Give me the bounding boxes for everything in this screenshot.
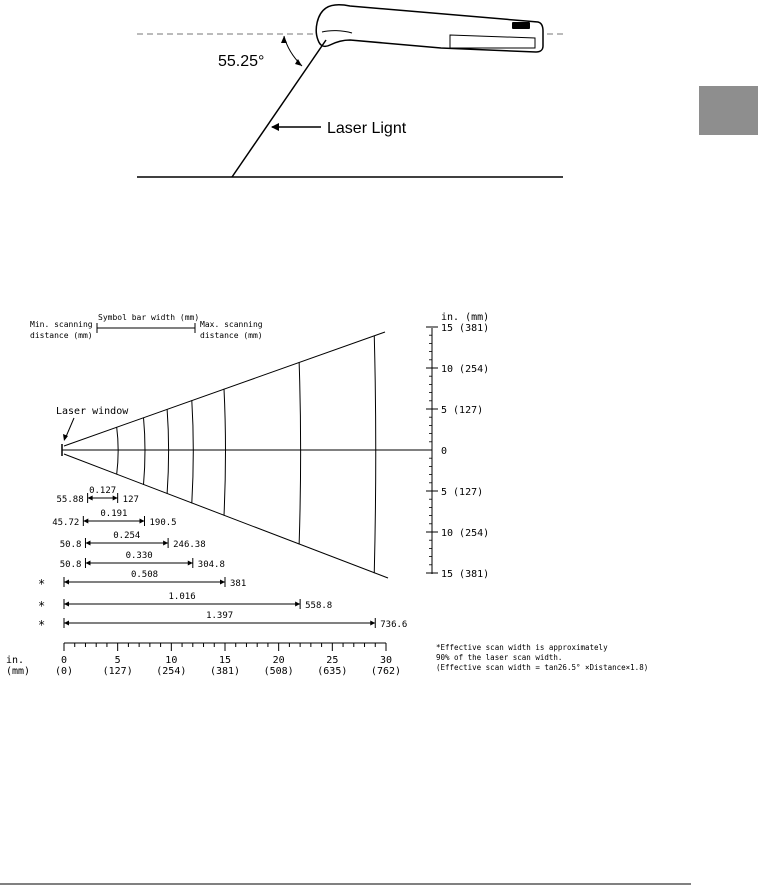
min-scanning-label-line1: Min. scanning [30, 320, 93, 329]
bottom-axis-tick-mm: (127) [102, 666, 133, 677]
range-max-label: 381 [229, 579, 247, 589]
max-scanning-label-line1: Max. scanning [200, 320, 263, 329]
range-max-arrow [163, 541, 168, 546]
bottom-axis-tick-in: 5 [114, 655, 121, 666]
bottom-axis-tick-mm: (254) [156, 666, 187, 677]
range-max-arrow [113, 496, 118, 501]
range-min-label: 45.72 [52, 518, 80, 528]
range-min-label: 50.8 [59, 540, 82, 550]
bottom-axis-tick-mm: (0) [54, 666, 74, 677]
range-bar-width-label: 0.254 [113, 531, 141, 541]
bottom-axis-tick-mm: (762) [370, 666, 402, 677]
range-bar-width-label: 0.191 [100, 509, 128, 519]
cone-arc-2 [167, 409, 169, 494]
range-max-arrow [370, 621, 375, 626]
max-scanning-label-line2: distance (mm) [200, 331, 263, 340]
range-bar-width-label: 1.397 [206, 611, 234, 621]
range-min-arrow [85, 541, 90, 546]
range-bar-width-label: 0.127 [89, 486, 117, 496]
bottom-axis-tick-in: 0 [60, 655, 68, 666]
range-asterisk: * [38, 599, 46, 613]
right-axis-tick-label: 10 (254) [441, 364, 490, 375]
range-max-arrow [220, 580, 225, 585]
right-axis-tick-label: 5 (127) [441, 405, 484, 416]
range-bar-width-label: 0.330 [125, 551, 153, 561]
cone-arc-0 [117, 427, 119, 475]
range-asterisk: * [38, 577, 46, 591]
range-min-arrow [83, 519, 88, 524]
range-max-label: 736.6 [380, 620, 408, 630]
bottom-axis-tick-mm: (635) [317, 666, 348, 677]
range-max-label: 127 [122, 495, 139, 505]
bottom-axis-tick-in: 10 [165, 655, 178, 666]
scan-range-diagram [6, 312, 648, 677]
angle-label: 55.25° [218, 53, 265, 70]
range-min-arrow [64, 580, 69, 585]
cone-arc-1 [143, 417, 145, 484]
range-max-arrow [295, 602, 300, 607]
bottom-axis-tick-in: 30 [379, 655, 393, 666]
right-axis-tick-label: 5 (127) [441, 487, 484, 498]
symbol-bar-width-label: Symbol bar width (mm) [98, 313, 200, 322]
range-min-label: 55.88 [56, 495, 84, 505]
cone-arc-4 [224, 389, 226, 516]
range-max-arrow [188, 561, 193, 566]
right-axis-tick-label: 10 (254) [441, 528, 490, 539]
laser-window-label: Laser window [56, 406, 129, 417]
min-scanning-label-line2: distance (mm) [30, 331, 93, 340]
bottom-axis-tick-mm: (381) [209, 666, 241, 677]
range-max-label: 246.38 [173, 540, 206, 550]
scanner-indicator-icon [512, 22, 530, 29]
bottom-axis-tick-in: 20 [272, 655, 285, 666]
cone-arc-3 [192, 400, 194, 503]
bottom-axis-unit-mm: (mm) [6, 666, 31, 677]
range-min-arrow [88, 496, 93, 501]
right-axis-tick-label: 0 [441, 446, 448, 457]
range-min-label: 50.8 [59, 560, 82, 570]
range-min-arrow [64, 621, 69, 626]
cone-arc-5 [299, 362, 301, 544]
range-bar-width-label: 0.508 [130, 570, 159, 580]
range-max-label: 190.5 [149, 518, 177, 528]
scan-range-bars [38, 486, 407, 632]
bottom-axis-unit-in: in. [6, 655, 25, 666]
footnote-line1: *Effective scan width is approximately [436, 643, 608, 652]
right-axis-tick-label: 15 (381) [441, 569, 490, 580]
range-min-arrow [85, 561, 90, 566]
scanner-angle-diagram [137, 5, 563, 177]
scan-cone [59, 332, 432, 578]
laser-light-label: Laser Lignt [327, 120, 407, 137]
range-max-label: 304.8 [197, 560, 225, 570]
range-max-label: 558.8 [305, 601, 333, 611]
bottom-axis-tick-mm: (508) [263, 666, 294, 677]
right-axis [426, 312, 489, 580]
bottom-axis-tick-in: 15 [218, 655, 232, 666]
range-max-arrow [139, 519, 144, 524]
footnote-line2: 90% of the laser scan width. [436, 653, 563, 662]
footnote-line3: (Effective scan width = tan26.5° ×Distance×1.8) [436, 663, 649, 672]
right-axis-tick-label: 15 (381) [441, 323, 490, 334]
right-axis-unit-label: in. (mm) [441, 312, 490, 323]
bottom-axis [6, 643, 401, 677]
range-asterisk: * [38, 618, 46, 632]
range-min-arrow [64, 602, 69, 607]
handheld-scanner-icon [316, 5, 543, 52]
range-bar-width-label: 1.016 [168, 592, 196, 602]
bottom-axis-tick-in: 25 [326, 655, 339, 666]
cone-arc-6 [374, 335, 376, 573]
